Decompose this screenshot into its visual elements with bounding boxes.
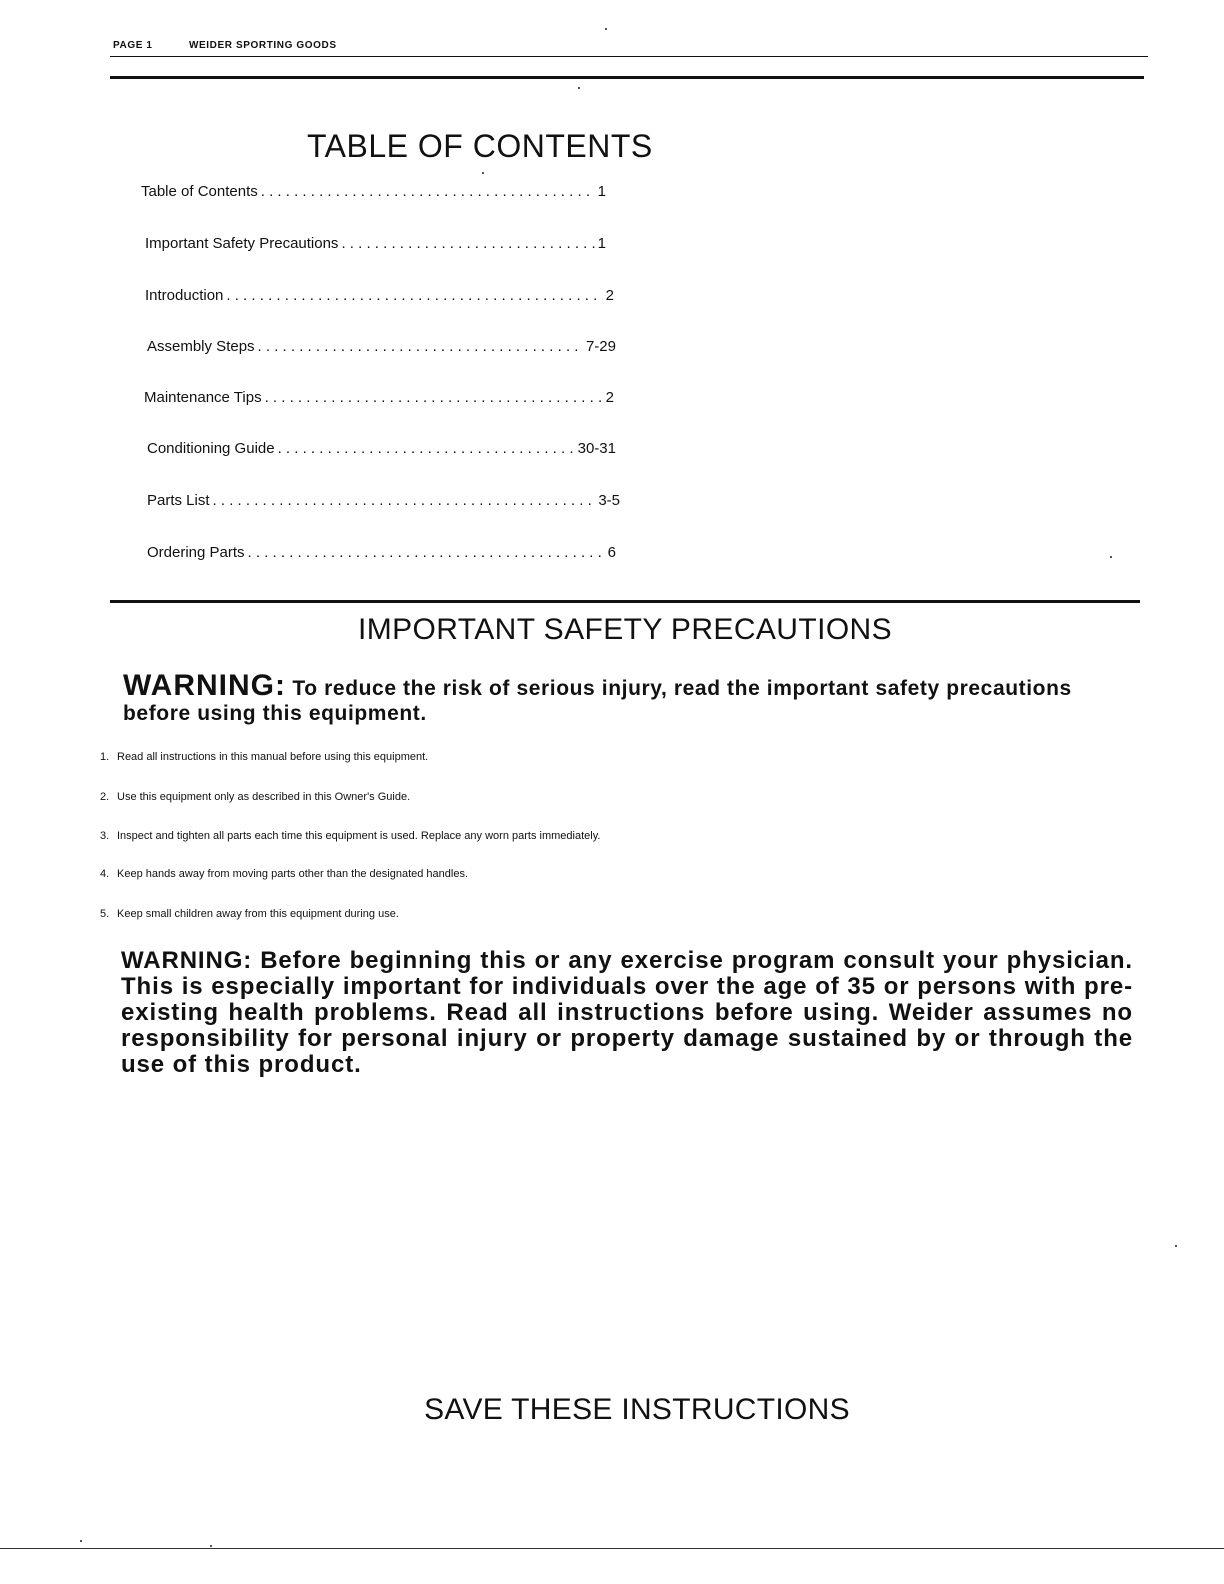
- physician-warning: [121, 948, 1133, 1078]
- warning-paragraph: [123, 669, 1133, 726]
- precaution-number: 2.: [100, 791, 110, 803]
- toc-leader-dots: [213, 492, 596, 509]
- toc-entry-label: Parts List: [147, 492, 210, 509]
- precaution-text: Keep hands away from moving parts other than the designated handles.: [117, 868, 469, 880]
- toc-title: TABLE OF CONTENTS: [307, 128, 653, 164]
- toc-entry: [147, 440, 616, 457]
- safety-heading: IMPORTANT SAFETY PRECAUTIONS: [357, 613, 893, 646]
- scan-speck: [605, 28, 607, 30]
- toc-entry-page: 30-31: [577, 440, 616, 457]
- toc-entry-page: 1: [597, 183, 606, 200]
- warning-text: To reduce the risk of serious injury, read the important safety precautions before using this equipment.: [123, 677, 1072, 725]
- section-divider: [110, 600, 1140, 603]
- precaution-text: Use this equipment only as described in this Owner's Guide.: [117, 791, 411, 803]
- precaution-text: Inspect and tighten all parts each time this equipment is used. Replace any worn parts immediately.: [117, 830, 601, 842]
- scan-speck: [210, 1545, 212, 1547]
- toc-entry: [147, 544, 616, 561]
- precaution-number: 1.: [100, 751, 110, 763]
- toc-leader-dots: [226, 287, 602, 304]
- company-name: WEIDER SPORTING GOODS: [189, 40, 337, 51]
- toc-entry-label: Conditioning Guide: [147, 440, 275, 457]
- toc-leader-dots: [261, 183, 595, 200]
- toc-entry-page: 1: [597, 235, 606, 252]
- toc-entry-label: Maintenance Tips: [144, 389, 262, 406]
- toc-entry-page: 2: [605, 389, 614, 406]
- toc-entry: [147, 492, 620, 509]
- toc-entry-page: 3-5: [598, 492, 620, 509]
- toc-leader-dots: [341, 235, 594, 252]
- toc-leader-dots: [248, 544, 605, 561]
- toc-leader-dots: [278, 440, 575, 457]
- toc-entry-page: 6: [607, 544, 616, 561]
- page-label: PAGE 1: [113, 40, 153, 51]
- toc-entry: [145, 287, 614, 304]
- toc-leader-dots: [258, 338, 583, 355]
- toc-entry: [141, 183, 606, 200]
- precaution-number: 4.: [100, 868, 110, 880]
- precaution-item: [100, 830, 600, 842]
- toc-entry-page: 2: [605, 287, 614, 304]
- warning2-label: WARNING:: [121, 947, 253, 974]
- precaution-item: [100, 908, 399, 920]
- toc-entry: [147, 338, 616, 355]
- precaution-item: [100, 751, 428, 763]
- precaution-number: 5.: [100, 908, 110, 920]
- warning2-text: Before beginning this or any exercise program consult your physician. This is especially important for individuals over the age of 35 or persons with pre-existing health problems. Read all instructions before using. Weider assumes no responsibility for personal injury or property damage sustained by or through the use of this product.: [121, 947, 1133, 1078]
- scan-speck: [1175, 1245, 1177, 1247]
- toc-entry-label: Important Safety Precautions: [145, 235, 339, 252]
- precaution-item: [100, 791, 410, 803]
- header-rule-thin: [110, 56, 1148, 57]
- toc-entry-label: Table of Contents: [141, 183, 258, 200]
- toc-entry: [144, 389, 614, 406]
- precaution-item: [100, 868, 468, 880]
- scan-speck: [482, 172, 484, 174]
- toc-leader-dots: [265, 389, 603, 406]
- precaution-number: 3.: [100, 830, 110, 842]
- running-header: [113, 40, 337, 51]
- precaution-text: Read all instructions in this manual before using this equipment.: [117, 751, 429, 763]
- precaution-text: Keep small children away from this equipment during use.: [117, 908, 399, 920]
- toc-entry: [145, 235, 606, 252]
- save-instructions: SAVE THESE INSTRUCTIONS: [424, 1393, 850, 1426]
- toc-entry-label: Introduction: [145, 287, 224, 304]
- scan-speck: [1110, 556, 1112, 558]
- header-rule-thick: [110, 76, 1144, 79]
- bottom-rule: [0, 1548, 1224, 1549]
- scan-speck: [80, 1540, 82, 1542]
- toc-entry-page: 7-29: [585, 338, 616, 355]
- scan-speck: [578, 87, 580, 89]
- toc-entry-label: Assembly Steps: [147, 338, 255, 355]
- toc-entry-label: Ordering Parts: [147, 544, 245, 561]
- warning-label: WARNING:: [123, 669, 286, 702]
